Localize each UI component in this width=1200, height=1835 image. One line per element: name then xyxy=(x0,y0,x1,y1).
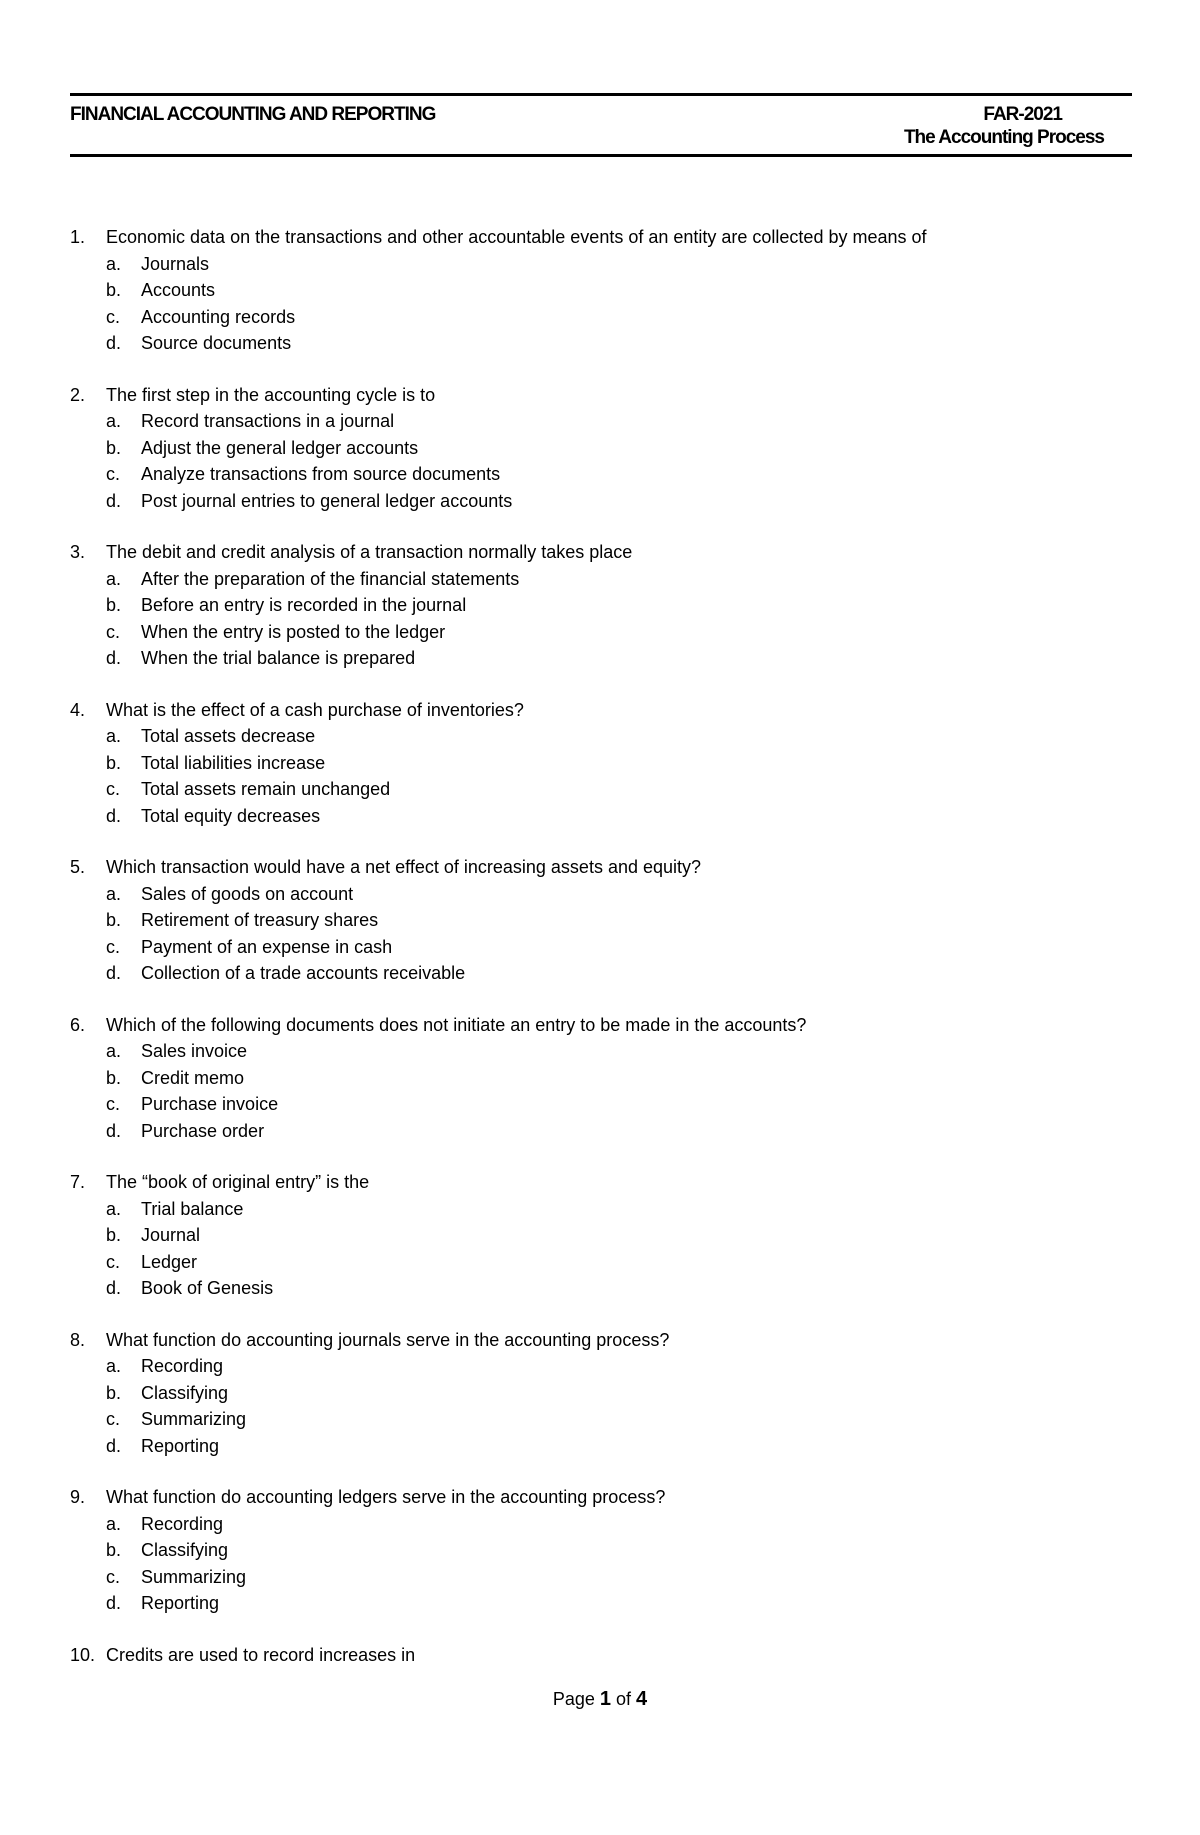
answer-option xyxy=(70,408,1130,435)
question-item xyxy=(70,1012,1130,1145)
answer-option xyxy=(70,592,1130,619)
option-text: Reporting xyxy=(141,1435,220,1456)
option-letter: c. xyxy=(106,1409,121,1429)
option-letter: b. xyxy=(106,910,122,930)
option-text: Classifying xyxy=(141,1382,229,1403)
option-text: Accounts xyxy=(141,280,216,300)
question-item xyxy=(70,539,1130,672)
question-line xyxy=(70,539,1130,566)
option-text: Summarizing xyxy=(141,1566,247,1587)
answer-option xyxy=(70,1222,1130,1249)
option-letter: a. xyxy=(106,253,122,274)
answer-option xyxy=(70,1433,1130,1460)
answer-option xyxy=(70,251,1130,278)
answer-option xyxy=(70,960,1130,987)
question-item xyxy=(70,854,1130,987)
option-text: Total assets remain unchanged xyxy=(141,779,391,799)
answer-option xyxy=(70,645,1130,672)
option-text: Adjust the general ledger accounts xyxy=(141,437,419,458)
option-text: Purchase invoice xyxy=(141,1094,279,1114)
question-number: 10. xyxy=(70,1644,96,1665)
option-text: Accounting records xyxy=(141,306,296,327)
option-text: When the trial balance is prepared xyxy=(141,648,416,668)
option-letter: d. xyxy=(106,963,122,983)
option-letter: b. xyxy=(106,752,122,773)
option-letter: a. xyxy=(106,411,122,431)
answer-option xyxy=(70,1406,1130,1433)
answer-option xyxy=(70,934,1130,961)
option-letter: a. xyxy=(106,1198,122,1219)
topic-title: The Accounting Process xyxy=(903,127,1104,148)
answer-option xyxy=(70,1118,1130,1145)
option-text: Credit memo xyxy=(141,1067,245,1088)
question-item xyxy=(70,224,1130,357)
option-letter: c. xyxy=(106,306,121,327)
option-text: Total assets decrease xyxy=(141,726,316,746)
answer-option xyxy=(70,1249,1130,1276)
option-letter: d. xyxy=(106,333,122,353)
option-letter: d. xyxy=(106,1278,122,1298)
option-text: Retirement of treasury shares xyxy=(141,910,379,930)
option-text: When the entry is posted to the ledger xyxy=(141,621,446,642)
option-letter: c. xyxy=(106,621,121,642)
option-letter: d. xyxy=(106,805,122,826)
option-text: Source documents xyxy=(141,333,292,353)
question-number: 1. xyxy=(70,227,86,247)
answer-option xyxy=(70,1065,1130,1092)
question-line xyxy=(70,854,1130,881)
option-letter: b. xyxy=(106,1382,122,1403)
option-text: Trial balance xyxy=(141,1198,244,1219)
answer-option xyxy=(70,1537,1130,1564)
page-header xyxy=(70,93,1132,157)
answer-option xyxy=(70,304,1130,331)
option-letter: b. xyxy=(106,595,122,615)
answer-option xyxy=(70,1038,1130,1065)
option-text: Purchase order xyxy=(141,1120,265,1141)
question-text: What function do accounting ledgers serve in the accounting process? xyxy=(106,1487,666,1507)
answer-option xyxy=(70,277,1130,304)
option-letter: a. xyxy=(106,568,122,589)
question-number: 3. xyxy=(70,542,86,562)
option-text: Summarizing xyxy=(141,1409,247,1429)
option-text: Journals xyxy=(141,253,210,274)
question-text: Economic data on the transactions and other accountable events of an entity are collected by means of xyxy=(106,227,927,247)
option-letter: c. xyxy=(106,1094,121,1114)
option-letter: a. xyxy=(106,726,122,746)
question-line xyxy=(70,1169,1130,1196)
question-text: Which transaction would have a net effect of increasing assets and equity? xyxy=(106,857,702,877)
answer-option xyxy=(70,776,1130,803)
option-text: Sales of goods on account xyxy=(141,883,354,904)
answer-option xyxy=(70,566,1130,593)
option-letter: d. xyxy=(106,1593,122,1613)
of-word: of xyxy=(616,1689,632,1709)
question-text: Credits are used to record increases in xyxy=(106,1644,416,1665)
page-footer xyxy=(0,1688,1200,1711)
option-text: Total liabilities increase xyxy=(141,752,326,773)
page-total: 4 xyxy=(636,1688,648,1710)
question-line xyxy=(70,1012,1130,1039)
question-item xyxy=(70,382,1130,515)
answer-option xyxy=(70,435,1130,462)
question-line xyxy=(70,224,1130,251)
question-item xyxy=(70,1642,1130,1669)
option-text: Sales invoice xyxy=(141,1041,248,1061)
option-letter: d. xyxy=(106,648,122,668)
question-number: 2. xyxy=(70,384,86,405)
question-list xyxy=(70,224,1130,1693)
answer-option xyxy=(70,488,1130,515)
option-letter: b. xyxy=(106,280,122,300)
answer-option xyxy=(70,619,1130,646)
option-letter: c. xyxy=(106,464,121,484)
question-number: 5. xyxy=(70,857,86,877)
answer-option xyxy=(70,1196,1130,1223)
answer-option xyxy=(70,1353,1130,1380)
question-text: The “book of original entry” is the xyxy=(106,1172,370,1192)
question-line xyxy=(70,1642,1130,1669)
option-letter: b. xyxy=(106,1067,122,1088)
question-line xyxy=(70,697,1130,724)
answer-option xyxy=(70,330,1130,357)
question-text: What function do accounting journals serve in the accounting process? xyxy=(106,1329,670,1350)
question-item xyxy=(70,1484,1130,1617)
page-word: Page xyxy=(552,1689,595,1709)
option-text: Recording xyxy=(141,1356,224,1376)
option-letter: c. xyxy=(106,1566,121,1587)
option-letter: a. xyxy=(106,883,122,904)
option-text: Ledger xyxy=(141,1251,198,1272)
answer-option xyxy=(70,1091,1130,1118)
option-text: Journal xyxy=(141,1225,201,1245)
question-text: The first step in the accounting cycle is to xyxy=(106,384,436,405)
question-text: Which of the following documents does not initiate an entry to be made in the accounts? xyxy=(106,1014,807,1035)
answer-option xyxy=(70,1564,1130,1591)
option-letter: c. xyxy=(106,936,121,957)
course-title: FINANCIAL ACCOUNTING AND REPORTING xyxy=(70,104,436,125)
answer-option xyxy=(70,723,1130,750)
answer-option xyxy=(70,881,1130,908)
option-letter: c. xyxy=(106,779,121,799)
option-letter: b. xyxy=(106,1225,122,1245)
question-text: What is the effect of a cash purchase of inventories? xyxy=(106,699,524,720)
answer-option xyxy=(70,461,1130,488)
option-text: Payment of an expense in cash xyxy=(141,936,393,957)
question-number: 7. xyxy=(70,1172,86,1192)
page-number: 1 xyxy=(599,1688,611,1710)
option-text: Total equity decreases xyxy=(141,805,321,826)
answer-option xyxy=(70,1275,1130,1302)
question-line xyxy=(70,382,1130,409)
question-item xyxy=(70,1169,1130,1302)
answer-option xyxy=(70,1511,1130,1538)
answer-option xyxy=(70,907,1130,934)
option-text: Before an entry is recorded in the journal xyxy=(141,595,467,615)
answer-option xyxy=(70,1380,1130,1407)
question-number: 8. xyxy=(70,1329,86,1350)
option-letter: a. xyxy=(106,1041,122,1061)
question-line xyxy=(70,1484,1130,1511)
option-text: Book of Genesis xyxy=(141,1278,274,1298)
option-letter: d. xyxy=(106,1435,122,1456)
question-number: 9. xyxy=(70,1487,86,1507)
question-line xyxy=(70,1327,1130,1354)
option-text: Collection of a trade accounts receivable xyxy=(141,963,466,983)
option-text: Classifying xyxy=(141,1540,229,1560)
question-number: 6. xyxy=(70,1014,86,1035)
option-letter: a. xyxy=(106,1356,122,1376)
answer-option xyxy=(70,750,1130,777)
option-text: Record transactions in a journal xyxy=(141,411,395,431)
option-letter: a. xyxy=(106,1513,122,1534)
option-letter: d. xyxy=(106,490,122,511)
option-text: After the preparation of the financial statements xyxy=(141,568,520,589)
option-text: Recording xyxy=(141,1513,224,1534)
course-code: FAR-2021 xyxy=(983,104,1062,125)
question-item xyxy=(70,1327,1130,1460)
option-letter: b. xyxy=(106,437,122,458)
answer-option xyxy=(70,803,1130,830)
question-number: 4. xyxy=(70,699,86,720)
question-text: The debit and credit analysis of a transaction normally takes place xyxy=(106,542,633,562)
option-text: Post journal entries to general ledger accounts xyxy=(141,490,513,511)
option-letter: c. xyxy=(106,1251,121,1272)
option-text: Reporting xyxy=(141,1593,220,1613)
option-letter: b. xyxy=(106,1540,122,1560)
option-text: Analyze transactions from source documents xyxy=(141,464,501,484)
option-letter: d. xyxy=(106,1120,122,1141)
answer-option xyxy=(70,1590,1130,1617)
question-item xyxy=(70,697,1130,830)
